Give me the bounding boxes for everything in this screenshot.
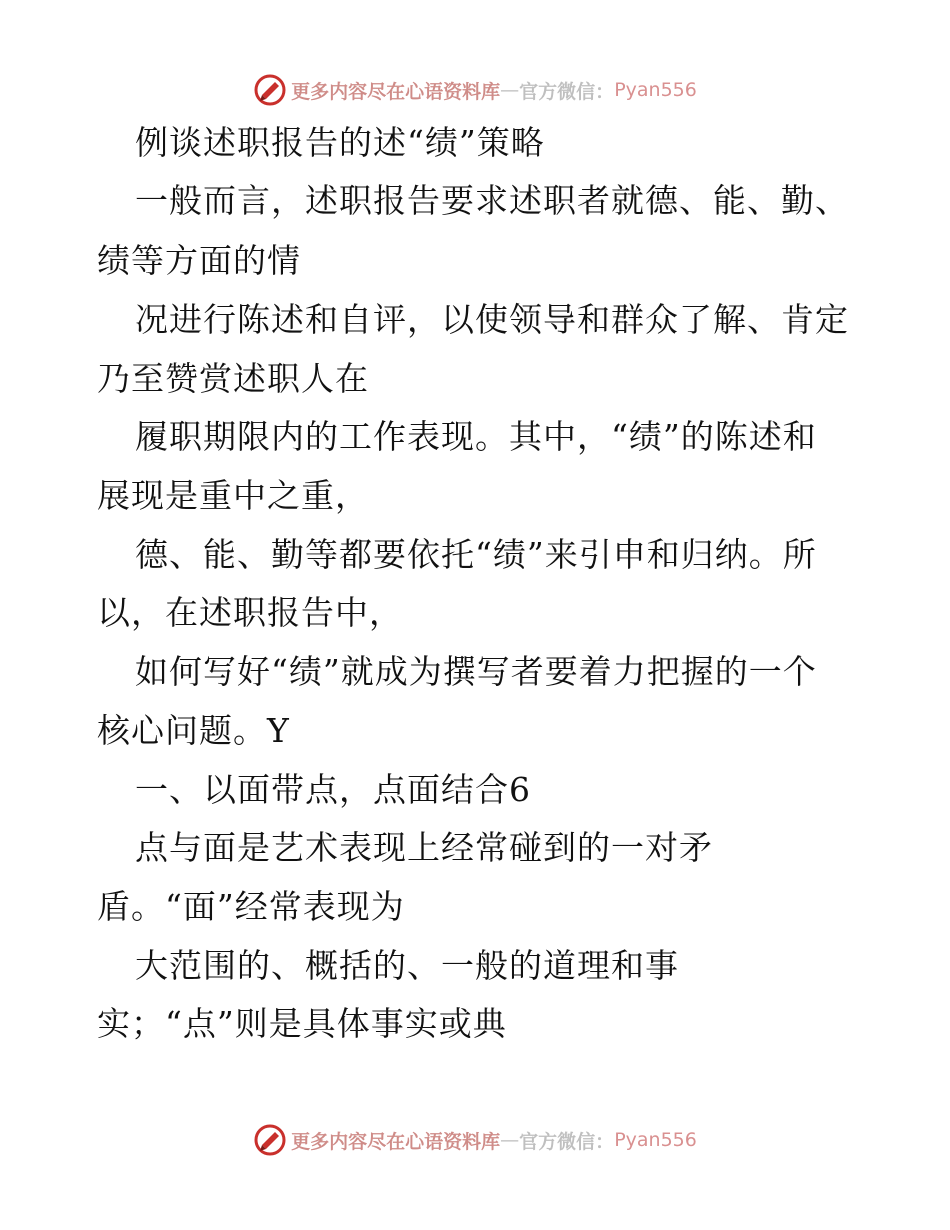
paragraph-line: 点与面是艺术表现上经常碰到的一对矛 [135,828,713,867]
paragraph-line: 核心问题。Y [97,711,290,750]
paragraph-line: 盾。“面”经常表现为 [97,887,405,926]
header-banner [0,70,950,110]
paragraph-line: 如何写好“绩”就成为撰写者要着力把握的一个 [135,652,817,691]
banner-separator: — [500,1129,520,1151]
paragraph-line: 展现是重中之重， [97,476,369,515]
paragraph-line: 德、能、勤等都要依托“绩”来引申和归纳。所 [135,535,817,574]
banner-text: 更多内容尽在心语资料库 [291,1130,501,1153]
paragraph-line: 实；“点”则是具体事实或典 [97,1004,507,1043]
banner-wechat-id: Pyan556 [614,1129,697,1151]
paragraph-line: 一般而言，述职报告要求述职者就德、能、勤、 [135,181,849,220]
paragraph-line: 况进行陈述和自评，以使领导和群众了解、肯定 [135,300,849,339]
footer-banner [0,1120,950,1160]
paragraph-line: 以，在述职报告中， [97,593,403,632]
banner-wechat-label: 官方微信： [519,80,615,103]
paragraph-line: 乃至赞赏述职人在 [97,359,369,398]
section-heading: 一、以面带点，点面结合6 [135,770,531,809]
brand-logo-icon [253,1123,287,1157]
paragraph-line: 大范围的、概括的、一般的道理和事 [135,946,679,985]
banner-text: 更多内容尽在心语资料库 [291,80,501,103]
banner-wechat-label: 官方微信： [519,1130,615,1153]
brand-logo-icon [253,73,287,107]
paragraph-line: 履职期限内的工作表现。其中，“绩”的陈述和 [135,417,817,456]
document-title: 例谈述职报告的述“绩”策略 [135,123,545,162]
banner-wechat-id: Pyan556 [614,79,697,101]
paragraph-line: 绩等方面的情 [97,241,301,280]
banner-separator: — [500,79,520,101]
